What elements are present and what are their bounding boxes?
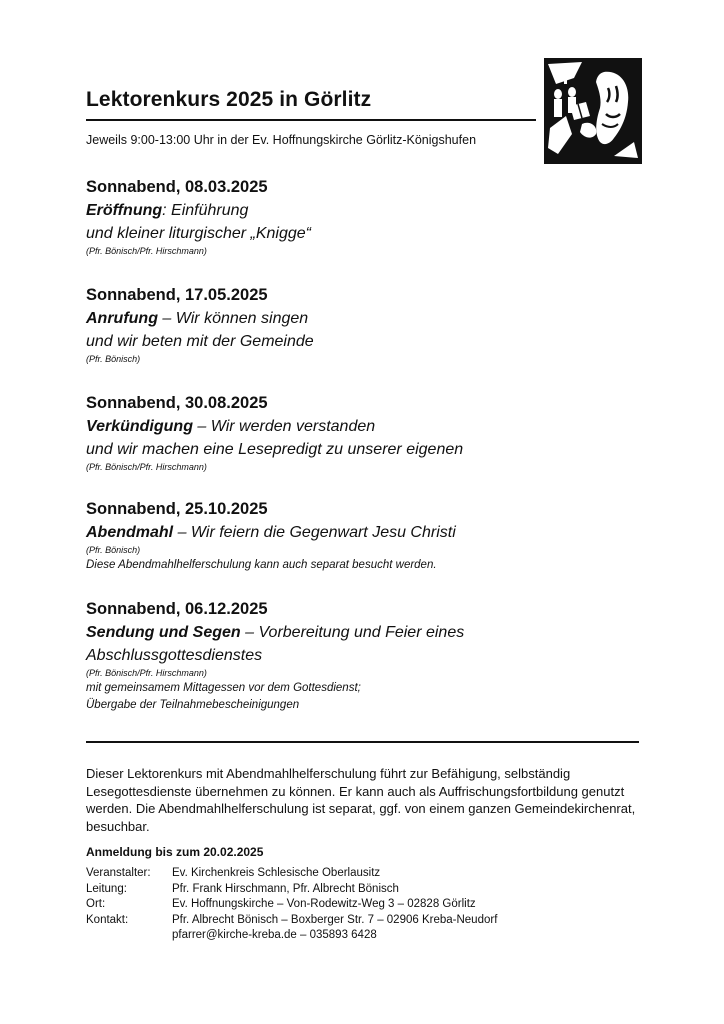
event-topic-line-2: und wir machen eine Lesepredigt zu unserer eigenen <box>86 441 464 458</box>
event-1 <box>86 176 646 258</box>
event-topic-rest: Wir feiern die Gegenwart Jesu Christi <box>190 524 456 541</box>
event-separator: – <box>173 524 191 541</box>
event-topic: Eröffnung <box>86 202 163 219</box>
info-row-contact-2 <box>86 928 497 944</box>
info-label: Leitung: <box>86 882 127 895</box>
event-date: Sonnabend, 30.08.2025 <box>86 394 268 412</box>
course-description: Dieser Lektorenkurs mit Abendmahlhelferschulung führt zur Befähigung, selbständig Lesegottesdienste übernehmen zu können. Er kann auch als Auffrischungsfortbildung genutzt werden. Die Abendmahlhelferschulung ist separat, ggf. von einem ganzen Gemeindekirchenrat, besuchbar. <box>86 766 636 834</box>
event-topic-line-2: und wir beten mit der Gemeinde <box>86 333 314 350</box>
event-topic-rest: Vorbereitung und Feier eines <box>258 624 465 641</box>
event-topic-rest: Einführung <box>171 202 249 219</box>
event-topic-line <box>86 521 646 544</box>
event-topic-rest: Wir werden verstanden <box>210 418 376 435</box>
event-separator: – <box>192 418 211 435</box>
event-topic-line <box>86 621 646 644</box>
event-date: Sonnabend, 08.03.2025 <box>86 178 268 196</box>
info-row-contact <box>86 913 497 929</box>
event-5 <box>86 598 646 714</box>
info-label-empty <box>86 928 172 944</box>
info-label: Ort: <box>86 898 106 910</box>
section-divider <box>86 741 639 743</box>
event-note-2: Übergabe der Teilnahmebescheinigungen <box>86 699 300 711</box>
event-speakers: (Pfr. Bönisch/Pfr. Hirschmann) <box>86 668 207 678</box>
event-topic-line-2: Abschlussgottesdienstes <box>86 647 263 664</box>
info-row-place <box>86 897 497 913</box>
info-table <box>86 866 497 944</box>
event-separator: – <box>157 310 176 327</box>
event-speakers: (Pfr. Bönisch/Pfr. Hirschmann) <box>86 246 207 256</box>
event-topic-rest: Wir können singen <box>175 310 309 327</box>
event-topic: Abendmahl <box>86 524 174 541</box>
event-topic-line <box>86 199 646 222</box>
title-divider <box>86 119 536 121</box>
page-subtitle: Jeweils 9:00-13:00 Uhr in der Ev. Hoffnungskirche Görlitz-Königshufen <box>86 133 477 147</box>
info-row-lead <box>86 882 497 898</box>
info-value: Pfr. Albrecht Bönisch – Boxberger Str. 7 – 02906 Kreba-Neudorf <box>172 913 498 926</box>
event-topic: Verkündigung <box>86 418 193 435</box>
event-topic-line-2: und kleiner liturgischer „Knigge“ <box>86 225 311 242</box>
event-topic-line <box>86 415 646 438</box>
event-note: mit gemeinsamem Mittagessen vor dem Gottesdienst; <box>86 682 361 694</box>
event-separator: – <box>240 624 259 641</box>
event-topic-line <box>86 307 646 330</box>
info-label: Kontakt: <box>86 913 129 926</box>
event-date: Sonnabend, 25.10.2025 <box>86 500 268 518</box>
event-speakers: (Pfr. Bönisch) <box>86 354 141 364</box>
info-value: Ev. Kirchenkreis Schlesische Oberlausitz <box>172 867 381 879</box>
page-title: Lektorenkurs 2025 in Görlitz <box>86 88 372 111</box>
event-date: Sonnabend, 06.12.2025 <box>86 600 268 618</box>
event-4 <box>86 498 646 574</box>
event-separator: : <box>162 202 172 219</box>
event-date: Sonnabend, 17.05.2025 <box>86 286 268 304</box>
info-value: Pfr. Frank Hirschmann, Pfr. Albrecht Bönisch <box>172 882 399 895</box>
contact-email-phone[interactable]: pfarrer@kirche-kreba.de – 035893 6428 <box>172 929 377 941</box>
event-speakers: (Pfr. Bönisch) <box>86 545 141 555</box>
event-speakers: (Pfr. Bönisch/Pfr. Hirschmann) <box>86 462 207 472</box>
info-label: Veranstalter: <box>86 867 151 879</box>
info-row-organizer <box>86 866 497 882</box>
event-3 <box>86 392 646 474</box>
info-value: Ev. Hoffnungskirche – Von-Rodewitz-Weg 3 – 02828 Görlitz <box>172 898 476 910</box>
registration-deadline: Anmeldung bis zum 20.02.2025 <box>86 845 264 859</box>
event-2 <box>86 284 646 366</box>
event-topic: Sendung und Segen <box>86 624 241 641</box>
event-topic: Anrufung <box>86 310 158 327</box>
woodcut-illustration-icon <box>544 58 642 164</box>
event-note: Diese Abendmahlhelferschulung kann auch separat besucht werden. <box>86 559 437 571</box>
